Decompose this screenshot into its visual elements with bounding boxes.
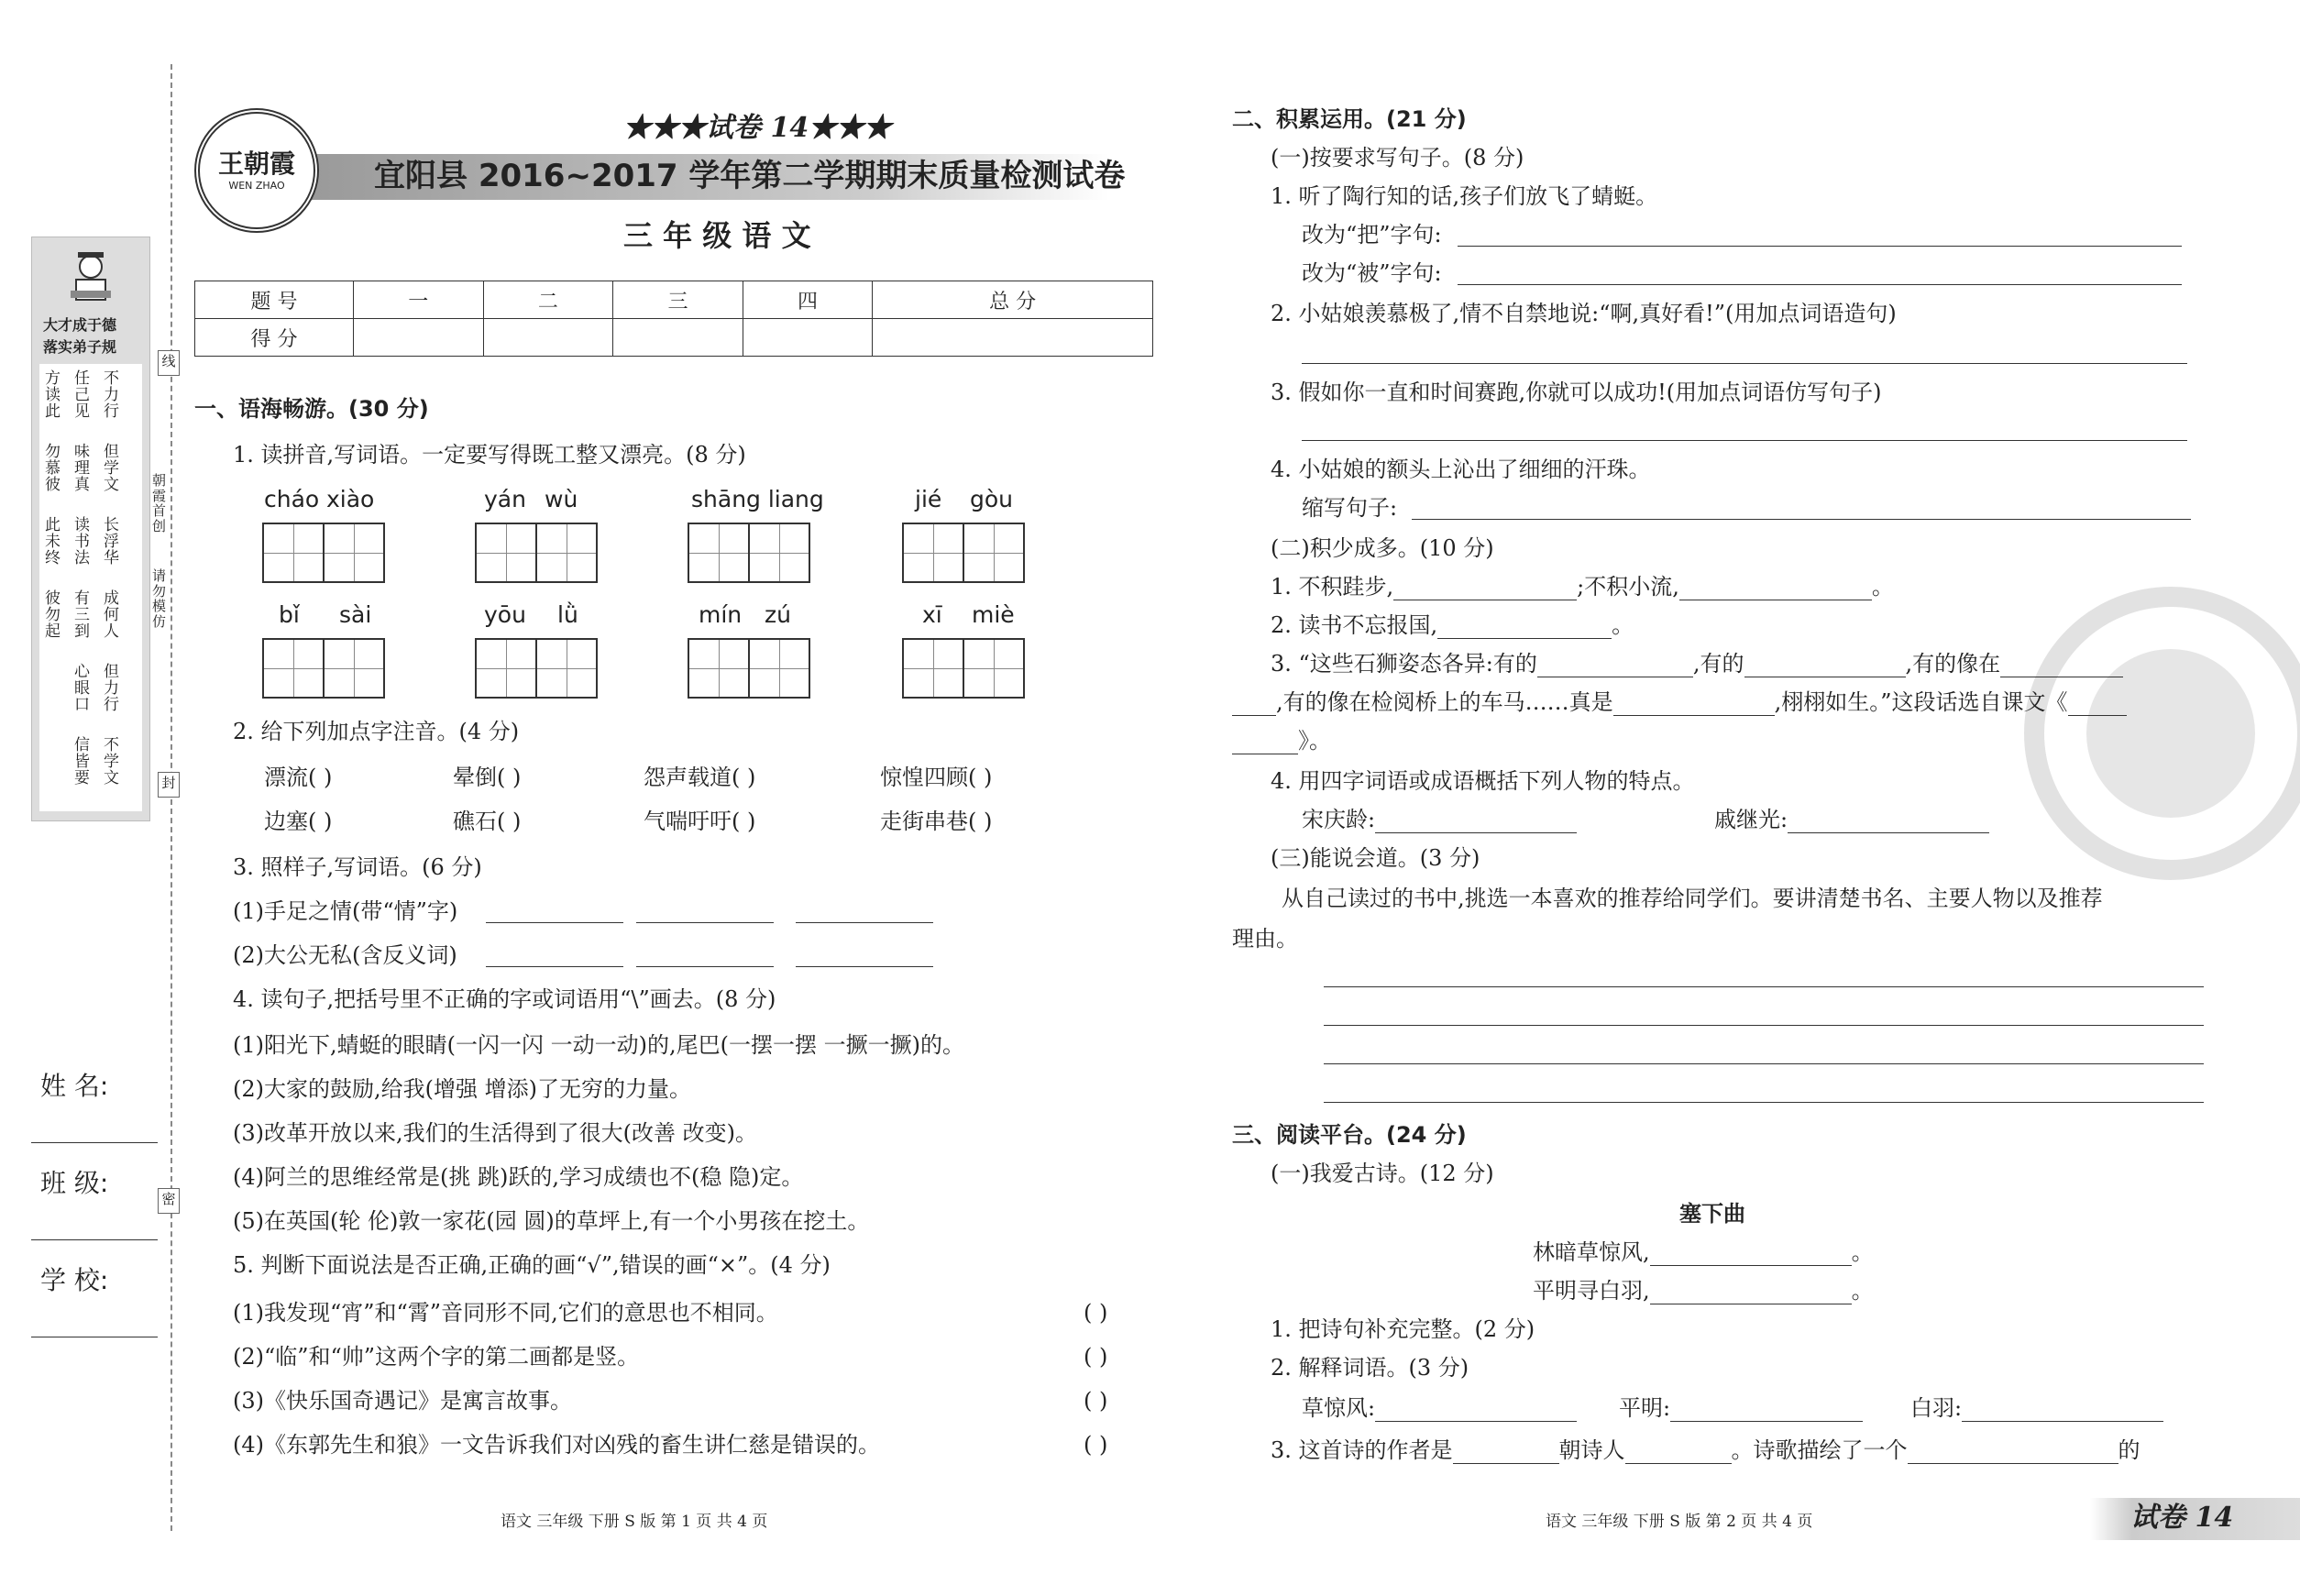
question-r11-c	[1910, 1395, 2163, 1422]
question-4-item: (5)在英国(轮 伦)敦一家花(园 圆)的草坪上,有一个小男孩在挖土。	[233, 1208, 870, 1234]
answer-blank[interactable]	[1908, 1439, 2118, 1464]
judgement-paren[interactable]: ( )	[1084, 1300, 1108, 1326]
pinyin-label: yōu	[484, 601, 526, 628]
question-4-item: (2)大家的鼓励,给我(增强 增添)了无穷的力量。	[233, 1076, 691, 1102]
answer-line[interactable]	[1302, 363, 2187, 364]
sidebar-rule-column: 任己见	[74, 369, 90, 421]
question-r7-c: ,有的像在	[1905, 651, 2001, 677]
question-r9-cont: 理由。	[1232, 926, 1298, 952]
left-footer: 语文 三年级 下册 S 版 第 1 页 共 4 页	[501, 1513, 768, 1531]
poem-title: 塞下曲	[1679, 1201, 1745, 1227]
question-r12-a: 3. 这首诗的作者是	[1271, 1437, 1453, 1463]
answer-line[interactable]	[1412, 519, 2191, 520]
sidebar-rule-column: 此未终	[45, 516, 61, 567]
question-4-item: (4)阿兰的思维经常是(挑 跳)跃的,学习成绩也不(稳 隐)定。	[233, 1164, 804, 1190]
sidebar-rule-column: 但学文	[104, 443, 119, 494]
scholar-figure-icon	[69, 250, 113, 302]
pinyin-label: sài	[339, 601, 372, 628]
sidebar-rule-column: 心眼口	[74, 663, 90, 714]
phonetic-item[interactable]: 怨声载道( )	[644, 765, 756, 790]
question-r12-c: 。诗歌描绘了一个	[1731, 1437, 1908, 1463]
question-r7-f: 》。	[1298, 728, 1331, 754]
answer-blank[interactable]	[1625, 1439, 1732, 1464]
question-r11-b	[1619, 1395, 1863, 1422]
poem-line-2-text: 平明寻白羽,	[1533, 1278, 1650, 1304]
answer-line[interactable]	[636, 966, 774, 967]
question-3: 3. 照样子,写词语。(6 分)	[233, 854, 482, 880]
answer-line[interactable]	[1324, 1025, 2204, 1026]
phonetic-item[interactable]: 晕倒( )	[453, 765, 522, 790]
judgement-item: (3)《快乐国奇遇记》是寓言故事。	[233, 1388, 572, 1414]
section-2-title: 二、积累运用。(21 分)	[1232, 106, 1467, 132]
name-label: 姓 名:	[40, 1071, 109, 1101]
question-2: 2. 给下列加点字注音。(4 分)	[233, 719, 520, 744]
sidebar-rule-column: 味理真	[74, 443, 90, 494]
answer-blank[interactable]	[1650, 1241, 1852, 1266]
answer-line[interactable]	[796, 922, 933, 923]
term-label: 白羽:	[1910, 1395, 1963, 1421]
sidebar-rule-column: 读书法	[74, 516, 90, 567]
answer-blank[interactable]	[1232, 691, 1276, 716]
writing-grid[interactable]	[902, 638, 1023, 699]
score-header-cell: 一	[354, 281, 484, 319]
pinyin-label: miè	[972, 601, 1015, 628]
question-r11: 2. 解释词语。(3 分)	[1271, 1355, 1469, 1381]
answer-blank[interactable]	[1650, 1280, 1852, 1304]
judgement-paren[interactable]: ( )	[1084, 1344, 1108, 1370]
exam-label: ★★★试卷 14★★★	[623, 112, 892, 144]
sidebar-motto-2: 落实弟子规	[43, 338, 117, 356]
question-r4: 4. 小姑娘的额头上沁出了细细的汗珠。	[1271, 457, 1651, 482]
question-4-item: (3)改革开放以来,我们的生活得到了很大(改善 改变)。	[233, 1120, 757, 1146]
answer-line[interactable]	[1302, 440, 2187, 441]
judgement-paren[interactable]: ( )	[1084, 1432, 1108, 1458]
question-r1: 1. 听了陶行知的话,孩子们放飞了蜻蜓。	[1271, 183, 1658, 209]
answer-blank[interactable]	[1962, 1397, 2163, 1422]
question-r7-end	[1232, 728, 1331, 754]
answer-blank[interactable]	[1453, 1439, 1559, 1464]
phonetic-item[interactable]: 气喘吁吁( )	[644, 809, 756, 834]
writing-grid[interactable]	[688, 638, 809, 699]
sidebar-rule-column: 有三到	[74, 589, 90, 641]
name-field[interactable]	[31, 1142, 158, 1143]
score-cell[interactable]	[873, 319, 1153, 357]
exam-title: 宜阳县 2016~2017 学年第二学期期末质量检测试卷	[374, 158, 1126, 194]
seal-mark-seal: 封	[158, 772, 180, 798]
sidebar-rule-column: 不力行	[104, 369, 119, 421]
answer-blank[interactable]	[2068, 691, 2127, 716]
question-r12	[1271, 1437, 2140, 1464]
answer-blank[interactable]	[1537, 653, 1693, 677]
pinyin-label: xī	[922, 601, 942, 628]
part-2-3-title: (三)能说会道。(3 分)	[1271, 845, 1480, 871]
score-header-cell: 题 号	[195, 281, 354, 319]
answer-blank[interactable]	[1670, 1397, 1863, 1422]
poem-period: 。	[1851, 1239, 1874, 1265]
question-r6-a: 2. 读书不忘报国,	[1271, 612, 1438, 638]
writing-grid[interactable]	[262, 638, 383, 699]
question-r10: 1. 把诗句补充完整。(2 分)	[1271, 1316, 1535, 1342]
answer-blank[interactable]	[2000, 653, 2123, 677]
question-r3: 3. 假如你一直和时间赛跑,你就可以成功!(用加点词语仿写句子)	[1271, 380, 1882, 405]
question-r1-bei-label: 改为“被”字句:	[1302, 260, 1442, 286]
school-label: 学 校:	[40, 1265, 109, 1295]
poem-line-2	[1533, 1278, 1874, 1304]
question-3-part-1: (1)手足之情(带“情”字)	[233, 898, 458, 924]
seal-mark-line: 线	[158, 350, 180, 376]
judgement-item: (2)“临”和“帅”这两个字的第二画都是竖。	[233, 1344, 640, 1370]
person-label-song: 宋庆龄:	[1302, 807, 1376, 832]
sidebar-rule-column: 方读此	[45, 369, 61, 421]
question-r5-c: 。	[1871, 574, 1894, 600]
question-5: 5. 判断下面说法是否正确,正确的画“√”,错误的画“×”。(4 分)	[233, 1252, 831, 1278]
answer-line[interactable]	[1458, 284, 2182, 285]
answer-line[interactable]	[1324, 1063, 2204, 1064]
class-field[interactable]	[31, 1239, 158, 1240]
writing-grid[interactable]	[475, 638, 596, 699]
question-r8-b	[1714, 807, 1989, 833]
score-table-header-row	[195, 281, 1153, 319]
answer-blank[interactable]	[1744, 653, 1906, 677]
question-r6	[1271, 612, 1634, 639]
question-4-item: (1)阳光下,蜻蜓的眼睛(一闪一闪 一动一动)的,尾巴(一摆一摆 一撅一撅)的。	[233, 1032, 964, 1058]
answer-blank[interactable]	[1375, 809, 1577, 833]
question-r7	[1271, 651, 2123, 677]
question-r12-b: 朝诗人	[1558, 1437, 1625, 1463]
question-4: 4. 读句子,把括号里不正确的字或词语用“\”画去。(8 分)	[233, 986, 776, 1012]
score-table-score-row	[195, 319, 1153, 357]
sidebar-rule-column: 但力行	[104, 663, 119, 714]
writing-grid[interactable]	[262, 523, 383, 583]
phonetic-item[interactable]: 漂流( )	[264, 765, 333, 790]
judgement-item: (4)《东郭先生和狼》一文告诉我们对凶残的畜生讲仁慈是错误的。	[233, 1432, 880, 1458]
question-r5-b: ;不积小流,	[1577, 574, 1679, 600]
pinyin-label: mín	[699, 601, 743, 628]
sidebar-vertical-note-1: 朝霞首创	[152, 472, 167, 534]
answer-line[interactable]	[636, 922, 774, 923]
pinyin-label: lǜ	[557, 601, 578, 628]
section-1-title: 一、语海畅游。(30 分)	[194, 396, 429, 422]
sidebar-rules-panel	[39, 364, 142, 811]
question-r8: 4. 用四字词语或成语概括下列人物的特点。	[1271, 768, 1695, 794]
answer-line[interactable]	[1324, 1102, 2204, 1103]
answer-blank[interactable]	[1679, 576, 1872, 600]
seal-mark-secret: 密	[158, 1188, 180, 1214]
answer-blank[interactable]	[1375, 1397, 1577, 1422]
question-r9: 从自己读过的书中,挑选一本喜欢的推荐给同学们。要讲清楚书名、主要人物以及推荐	[1282, 886, 2103, 911]
term-label: 平明:	[1619, 1395, 1671, 1421]
judgement-item: (1)我发现“宵”和“霄”音同形不同,它们的意思也不相同。	[233, 1300, 778, 1326]
part-3-1-title: (一)我爱古诗。(12 分)	[1271, 1161, 1494, 1186]
answer-blank[interactable]	[1788, 809, 1989, 833]
sidebar-rule-column: 长浮华	[104, 516, 119, 567]
phonetic-item[interactable]: 走街串巷( )	[880, 809, 993, 834]
score-header-cell: 三	[613, 281, 743, 319]
sidebar-rule-column: 成何人	[104, 589, 119, 641]
answer-blank[interactable]	[1232, 730, 1298, 754]
score-header-cell: 二	[483, 281, 613, 319]
binding-dashed-line	[171, 64, 172, 1531]
pinyin-label: yán	[484, 486, 526, 512]
score-cell[interactable]	[743, 319, 873, 357]
question-r5	[1271, 574, 1894, 600]
answer-line[interactable]	[796, 966, 933, 967]
pinyin-label: xiào	[326, 486, 375, 512]
part-2-1-title: (一)按要求写句子。(8 分)	[1271, 145, 1524, 171]
answer-line[interactable]	[486, 922, 623, 923]
answer-blank[interactable]	[1613, 691, 1775, 716]
phonetic-item[interactable]: 边塞( )	[264, 809, 333, 834]
sidebar-rule-column: 彼勿起	[45, 589, 61, 641]
brand-logo-text: 王朝霞	[217, 149, 295, 179]
poem-period: 。	[1851, 1278, 1874, 1304]
phonetic-item[interactable]: 惊惶四顾( )	[880, 765, 993, 790]
score-row-label: 得 分	[195, 319, 354, 357]
term-label: 草惊风:	[1302, 1395, 1376, 1421]
question-r4-label: 缩写句子:	[1302, 495, 1398, 521]
secret-seal-watermark	[2024, 587, 2300, 880]
writing-grid[interactable]	[902, 523, 1023, 583]
part-2-2-title: (二)积少成多。(10 分)	[1271, 535, 1494, 561]
score-cell[interactable]	[354, 319, 484, 357]
question-r12-d: 的	[2118, 1437, 2140, 1463]
pinyin-label: zú	[765, 601, 791, 628]
pinyin-label: wù	[545, 486, 578, 512]
corner-label: 试卷 14	[2130, 1502, 2234, 1534]
sidebar-motto-1: 大才成于德	[43, 316, 117, 334]
score-cell[interactable]	[483, 319, 613, 357]
judgement-paren[interactable]: ( )	[1084, 1388, 1108, 1414]
writing-grid[interactable]	[688, 523, 809, 583]
question-r7-e: ,栩栩如生。”这段话选自课文《	[1774, 689, 2068, 715]
sidebar-rule-column: 勿慕彼	[45, 443, 61, 494]
question-r5-a: 1. 不积跬步,	[1271, 574, 1394, 600]
brand-logo	[194, 108, 319, 233]
question-r7-d: ,有的像在检阅桥上的车马……真是	[1276, 689, 1613, 715]
pinyin-label: cháo	[264, 486, 320, 512]
answer-blank[interactable]	[1393, 576, 1577, 600]
score-cell[interactable]	[613, 319, 743, 357]
poem-line-1-text: 林暗草惊风,	[1533, 1239, 1650, 1265]
question-3-part-2: (2)大公无私(含反义词)	[233, 942, 457, 968]
question-r1-ba-label: 改为“把”字句:	[1302, 222, 1442, 248]
sidebar-rule-column: 不学文	[104, 736, 119, 787]
question-r7-b: ,有的	[1692, 651, 1744, 677]
sidebar-vertical-note-2: 请勿模仿	[152, 567, 167, 630]
question-r11-a	[1302, 1395, 1577, 1422]
question-1: 1. 读拼音,写词语。一定要写得既工整又漂亮。(8 分)	[233, 442, 746, 468]
pinyin-label: jié	[915, 486, 942, 512]
sidebar-rule-column: 信皆要	[74, 736, 90, 787]
pinyin-label: gòu	[970, 486, 1014, 512]
question-r8-a	[1302, 807, 1577, 833]
question-r7-a: 3. “这些石狮姿态各异:有的	[1271, 651, 1537, 677]
score-header-cell: 四	[743, 281, 873, 319]
poem-line-1	[1533, 1239, 1874, 1266]
question-r7-cont	[1232, 689, 2127, 716]
pinyin-label: bǐ	[279, 601, 300, 628]
answer-line[interactable]	[1458, 246, 2182, 247]
writing-grid[interactable]	[475, 523, 596, 583]
right-footer: 语文 三年级 下册 S 版 第 2 页 共 4 页	[1546, 1513, 1813, 1531]
answer-line[interactable]	[1324, 986, 2204, 987]
person-label-qi: 戚继光:	[1714, 807, 1788, 832]
subject-title: 三 年 级 语 文	[623, 218, 811, 253]
phonetic-item[interactable]: 礁石( )	[453, 809, 522, 834]
score-header-cell: 总 分	[873, 281, 1153, 319]
sidebar-motto-panel	[31, 237, 150, 821]
question-r6-b: 。	[1612, 612, 1634, 638]
brand-logo-subtext: WEN ZHAO	[228, 179, 285, 192]
answer-blank[interactable]	[1437, 614, 1612, 639]
question-r2: 2. 小姑娘羡慕极了,情不自禁地说:“啊,真好看!”(用加点词语造句)	[1271, 301, 1897, 326]
pinyin-label: shāng liang	[691, 486, 824, 512]
class-label: 班 级:	[40, 1168, 109, 1198]
score-table	[194, 281, 1153, 357]
section-3-title: 三、阅读平台。(24 分)	[1232, 1122, 1467, 1148]
answer-line[interactable]	[486, 966, 623, 967]
